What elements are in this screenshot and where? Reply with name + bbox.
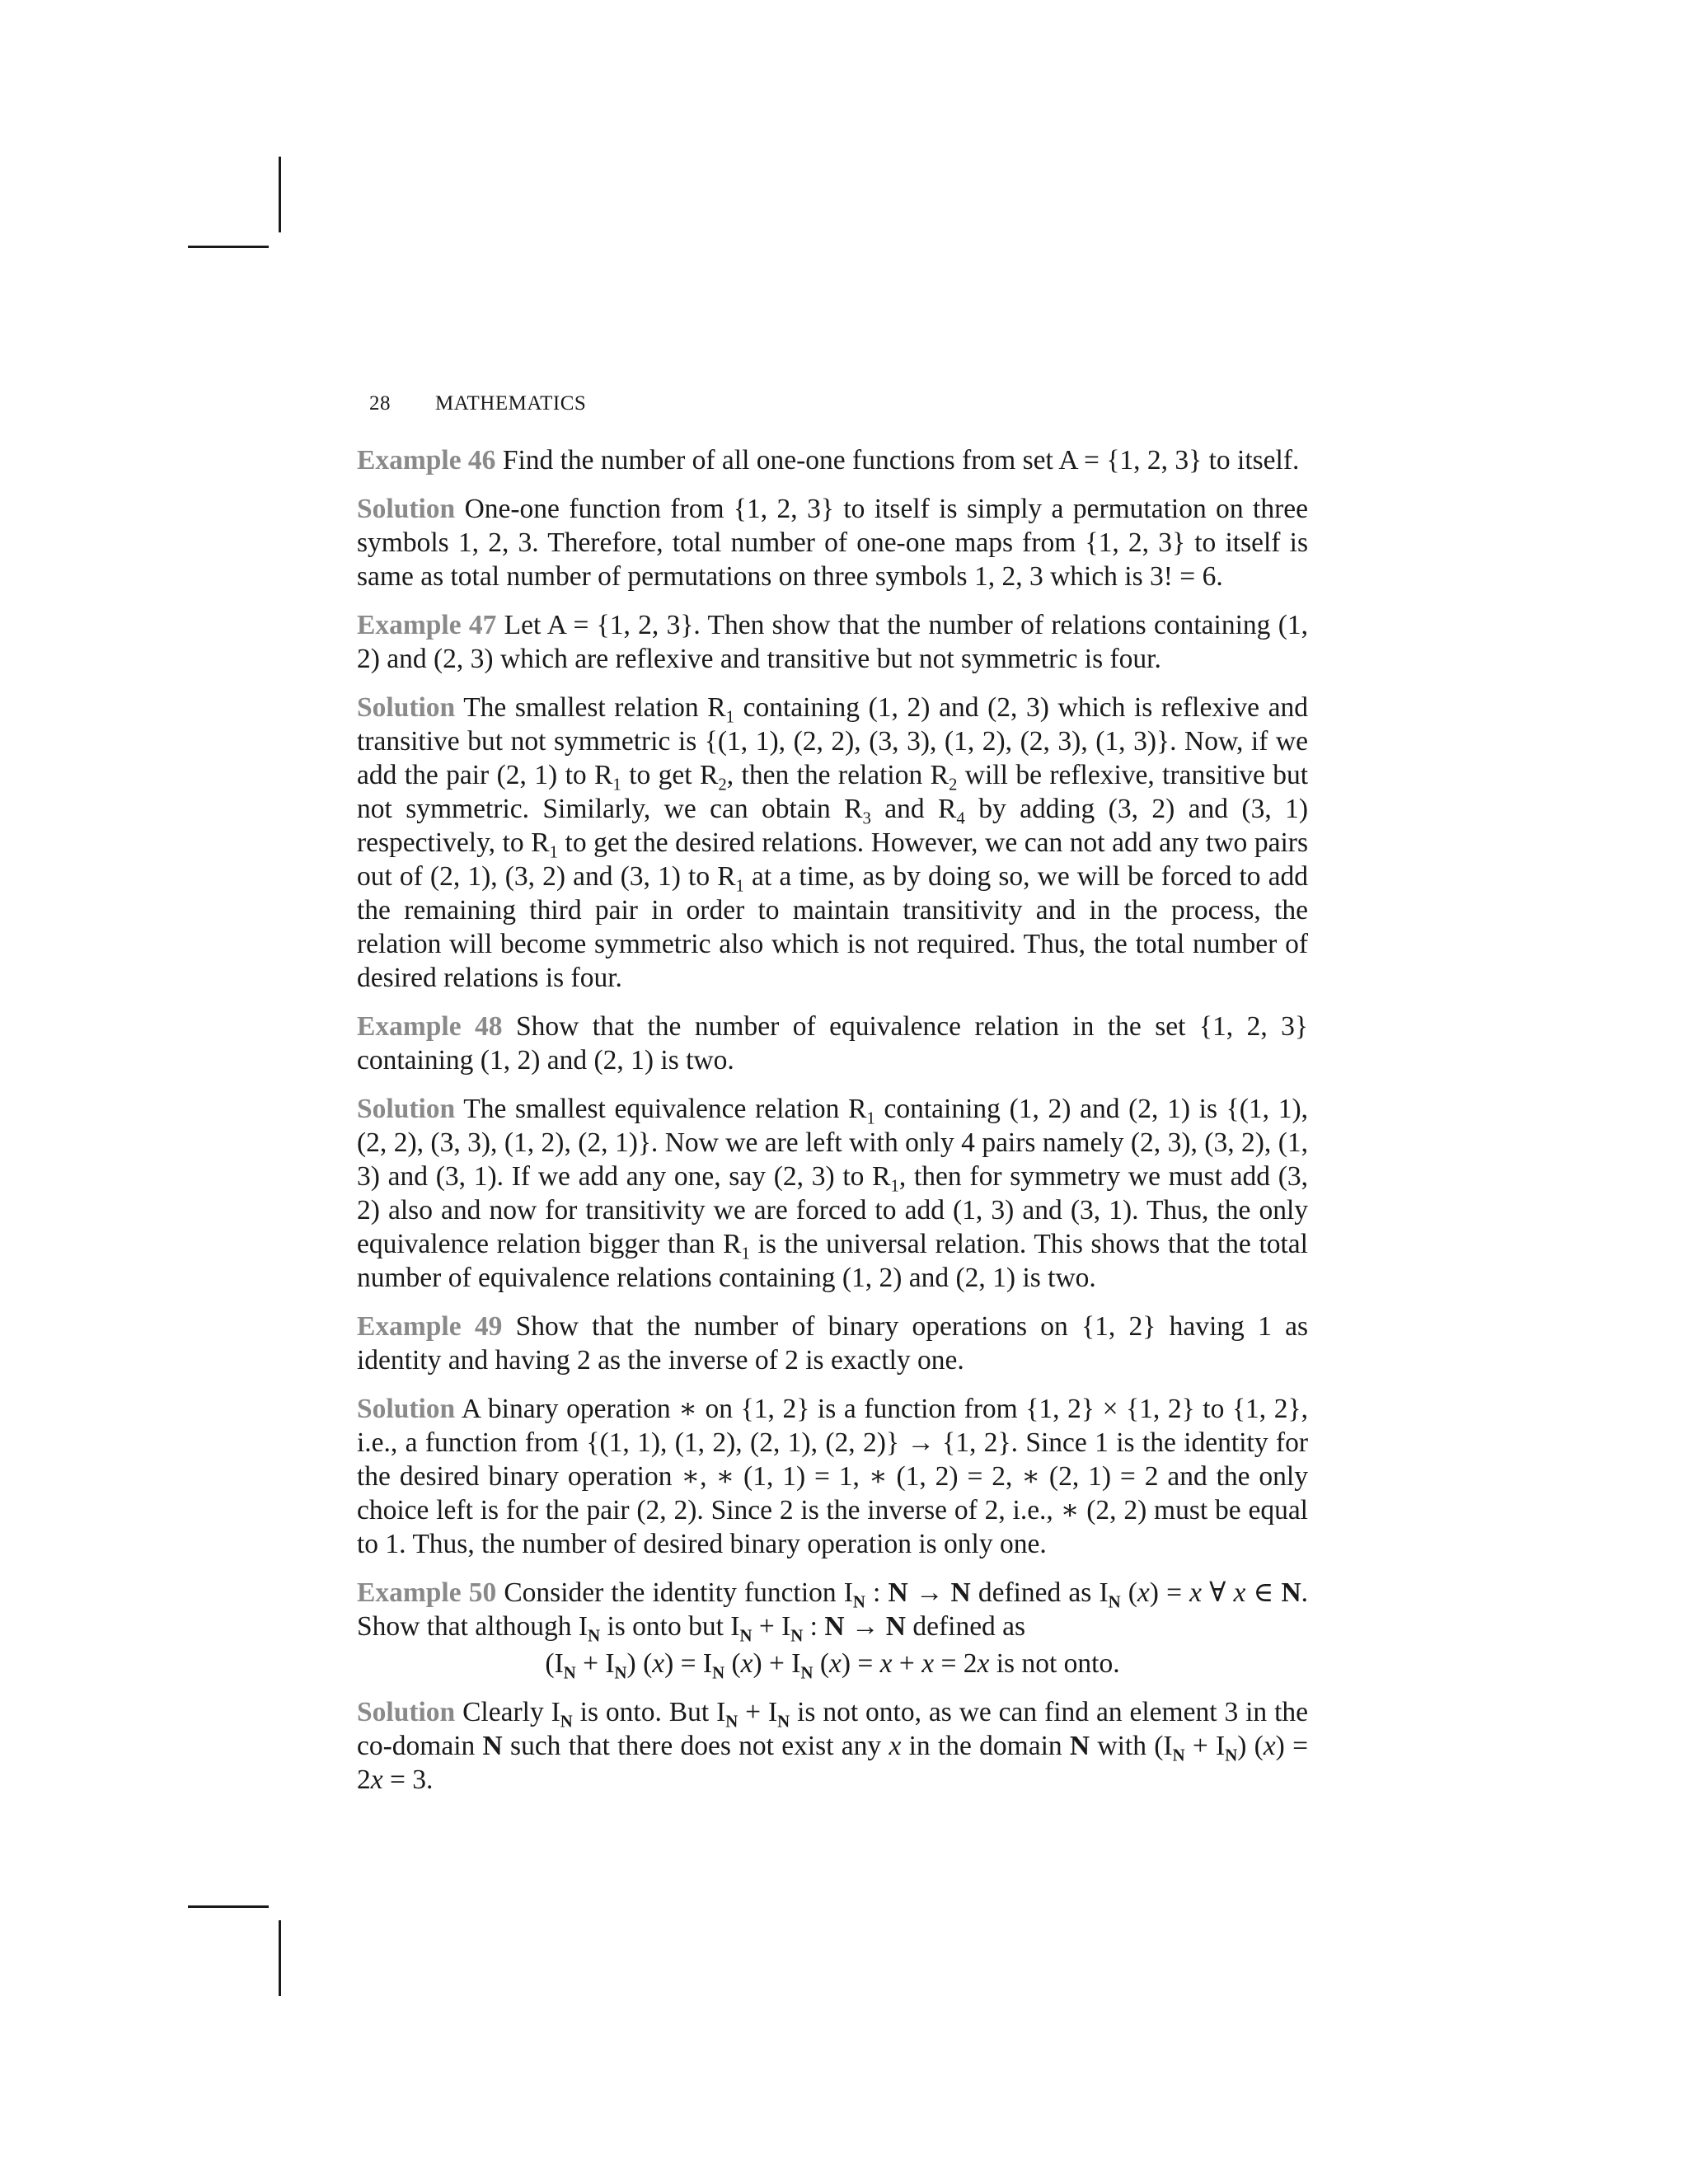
block-text: Let A = {1, 2, 3}. Then show that the number of relations containing (1, 2) and (2, 3) which are reflexive and transitive but not symmetric is four. bbox=[357, 610, 1308, 674]
block-text: Clearly $I_N$ is onto. But $I_N + I_N$ is not onto, as we can find an element 3 in the co-domain N such that there does not exist any x in the domain N with $(I_N + I_N) (x) = 2x = 3$. bbox=[357, 1697, 1308, 1795]
block-label: Example 46 bbox=[357, 445, 496, 476]
block-text: Consider the identity function $I_N$ : N → N defined as $I_N$ (x) = x ∀ x ∈ N. Show that although $I_N$ is onto but $I_N + I_N$ : N → N defined as bbox=[357, 1577, 1309, 1646]
equation-text: $(I_N + I_N) (x) = I_N$ $(x) + I_N$ (x) = x + x = 2x is not onto. bbox=[545, 1648, 1120, 1683]
crop-mark-top-vertical bbox=[279, 157, 281, 232]
equation-50 bbox=[357, 1647, 1308, 1683]
crop-mark-bottom-horizontal bbox=[188, 1905, 269, 1908]
solution-47 bbox=[357, 691, 1308, 995]
solution-50 bbox=[357, 1695, 1308, 1797]
block-label: Solution bbox=[357, 692, 456, 723]
block-label: Solution bbox=[357, 1094, 456, 1124]
block-text: Find the number of all one-one functions from set A = {1, 2, 3} to itself. bbox=[495, 445, 1300, 476]
crop-mark-bottom-vertical bbox=[279, 1920, 281, 1996]
block-text: The smallest equivalence relation $R_1$ containing (1, 2) and (2, 1) is {(1, 1), (2, 2), (3, 3), (1, 2), (2, 1)}. Now we are left with only 4 pairs namely (2, 3), (3, 2), (1, 3) and (3, 1). If we add any one, say (2, 3) to $R_1$, then for symmetry we must add (3, 2) also and now for transitivity we are forced to add (1, 3) and (3, 1). Thus, the only equivalence relation bigger than $R_1$ is the universal relation. This shows that the total number of equivalence relations containing (1, 2) and (2, 1) is two. bbox=[357, 1094, 1308, 1293]
block-label: Example 50 bbox=[357, 1577, 497, 1608]
page-header bbox=[369, 392, 586, 415]
block-text: One-one function from {1, 2, 3} to itself is simply a permutation on three symbols 1, 2, 3. Therefore, total number of one-one maps from {1, 2, 3} to itself is same as total number of permutations on three symbols 1, 2, 3 which is 3! = 6. bbox=[357, 494, 1308, 592]
block-label: Example 49 bbox=[357, 1311, 503, 1342]
page-number: 28 bbox=[369, 392, 391, 415]
block-label: Solution bbox=[357, 1394, 456, 1424]
block-label: Example 47 bbox=[357, 610, 497, 640]
crop-mark-top-horizontal bbox=[188, 246, 269, 248]
example-49 bbox=[357, 1310, 1308, 1377]
block-label: Solution bbox=[357, 1697, 456, 1727]
solution-48 bbox=[357, 1092, 1308, 1295]
page-content bbox=[357, 443, 1308, 1811]
example-48 bbox=[357, 1010, 1308, 1077]
block-text: The smallest relation $R_1$ containing (1, 2) and (2, 3) which is reflexive and transitive but not symmetric is {(1, 1), (2, 2), (3, 3), (1, 2), (2, 3), (1, 3)}. Now, if we add the pair (2, 1) to $R_1$ to get $R_2$, then the relation $R_2$ will be reflexive, transitive but not symmetric. Similarly, we can obtain $R_3$ and $R_4$ by adding (3, 2) and (3, 1) respectively, to $R_1$ to get the desired relations. However, we can not add any two pairs out of (2, 1), (3, 2) and (3, 1) to $R_1$ at a time, as by doing so, we will be forced to add the remaining third pair in order to maintain transitivity and in the process, the relation will become symmetric also which is not required. Thus, the total number of desired relations is four. bbox=[357, 692, 1309, 993]
example-50 bbox=[357, 1576, 1309, 1646]
example-47 bbox=[357, 608, 1308, 676]
solution-49 bbox=[357, 1392, 1308, 1561]
block-text: Show that the number of equivalence relation in the set {1, 2, 3} containing (1, 2) and (2, 1) is two. bbox=[357, 1011, 1308, 1076]
block-label: Example 48 bbox=[357, 1011, 503, 1042]
example-46 bbox=[357, 443, 1308, 477]
block-text: Show that the number of binary operations on {1, 2} having 1 as identity and having 2 as the inverse of 2 is exactly one. bbox=[357, 1311, 1308, 1376]
solution-46 bbox=[357, 492, 1308, 593]
block-label: Solution bbox=[357, 494, 456, 524]
running-title: MATHEMATICS bbox=[435, 392, 587, 415]
block-text: A binary operation ∗ on {1, 2} is a function from {1, 2} × {1, 2} to {1, 2}, i.e., a function from {(1, 1), (1, 2), (2, 1), (2, 2)} → {1, 2}. Since 1 is the identity for the desired binary operation ∗, ∗ (1, 1) = 1, ∗ (1, 2) = 2, ∗ (2, 1) = 2 and the only choice left is for the pair (2, 2). Since 2 is the inverse of 2, i.e., ∗ (2, 2) must be equal to 1. Thus, the number of desired binary operation is only one. bbox=[357, 1394, 1308, 1559]
